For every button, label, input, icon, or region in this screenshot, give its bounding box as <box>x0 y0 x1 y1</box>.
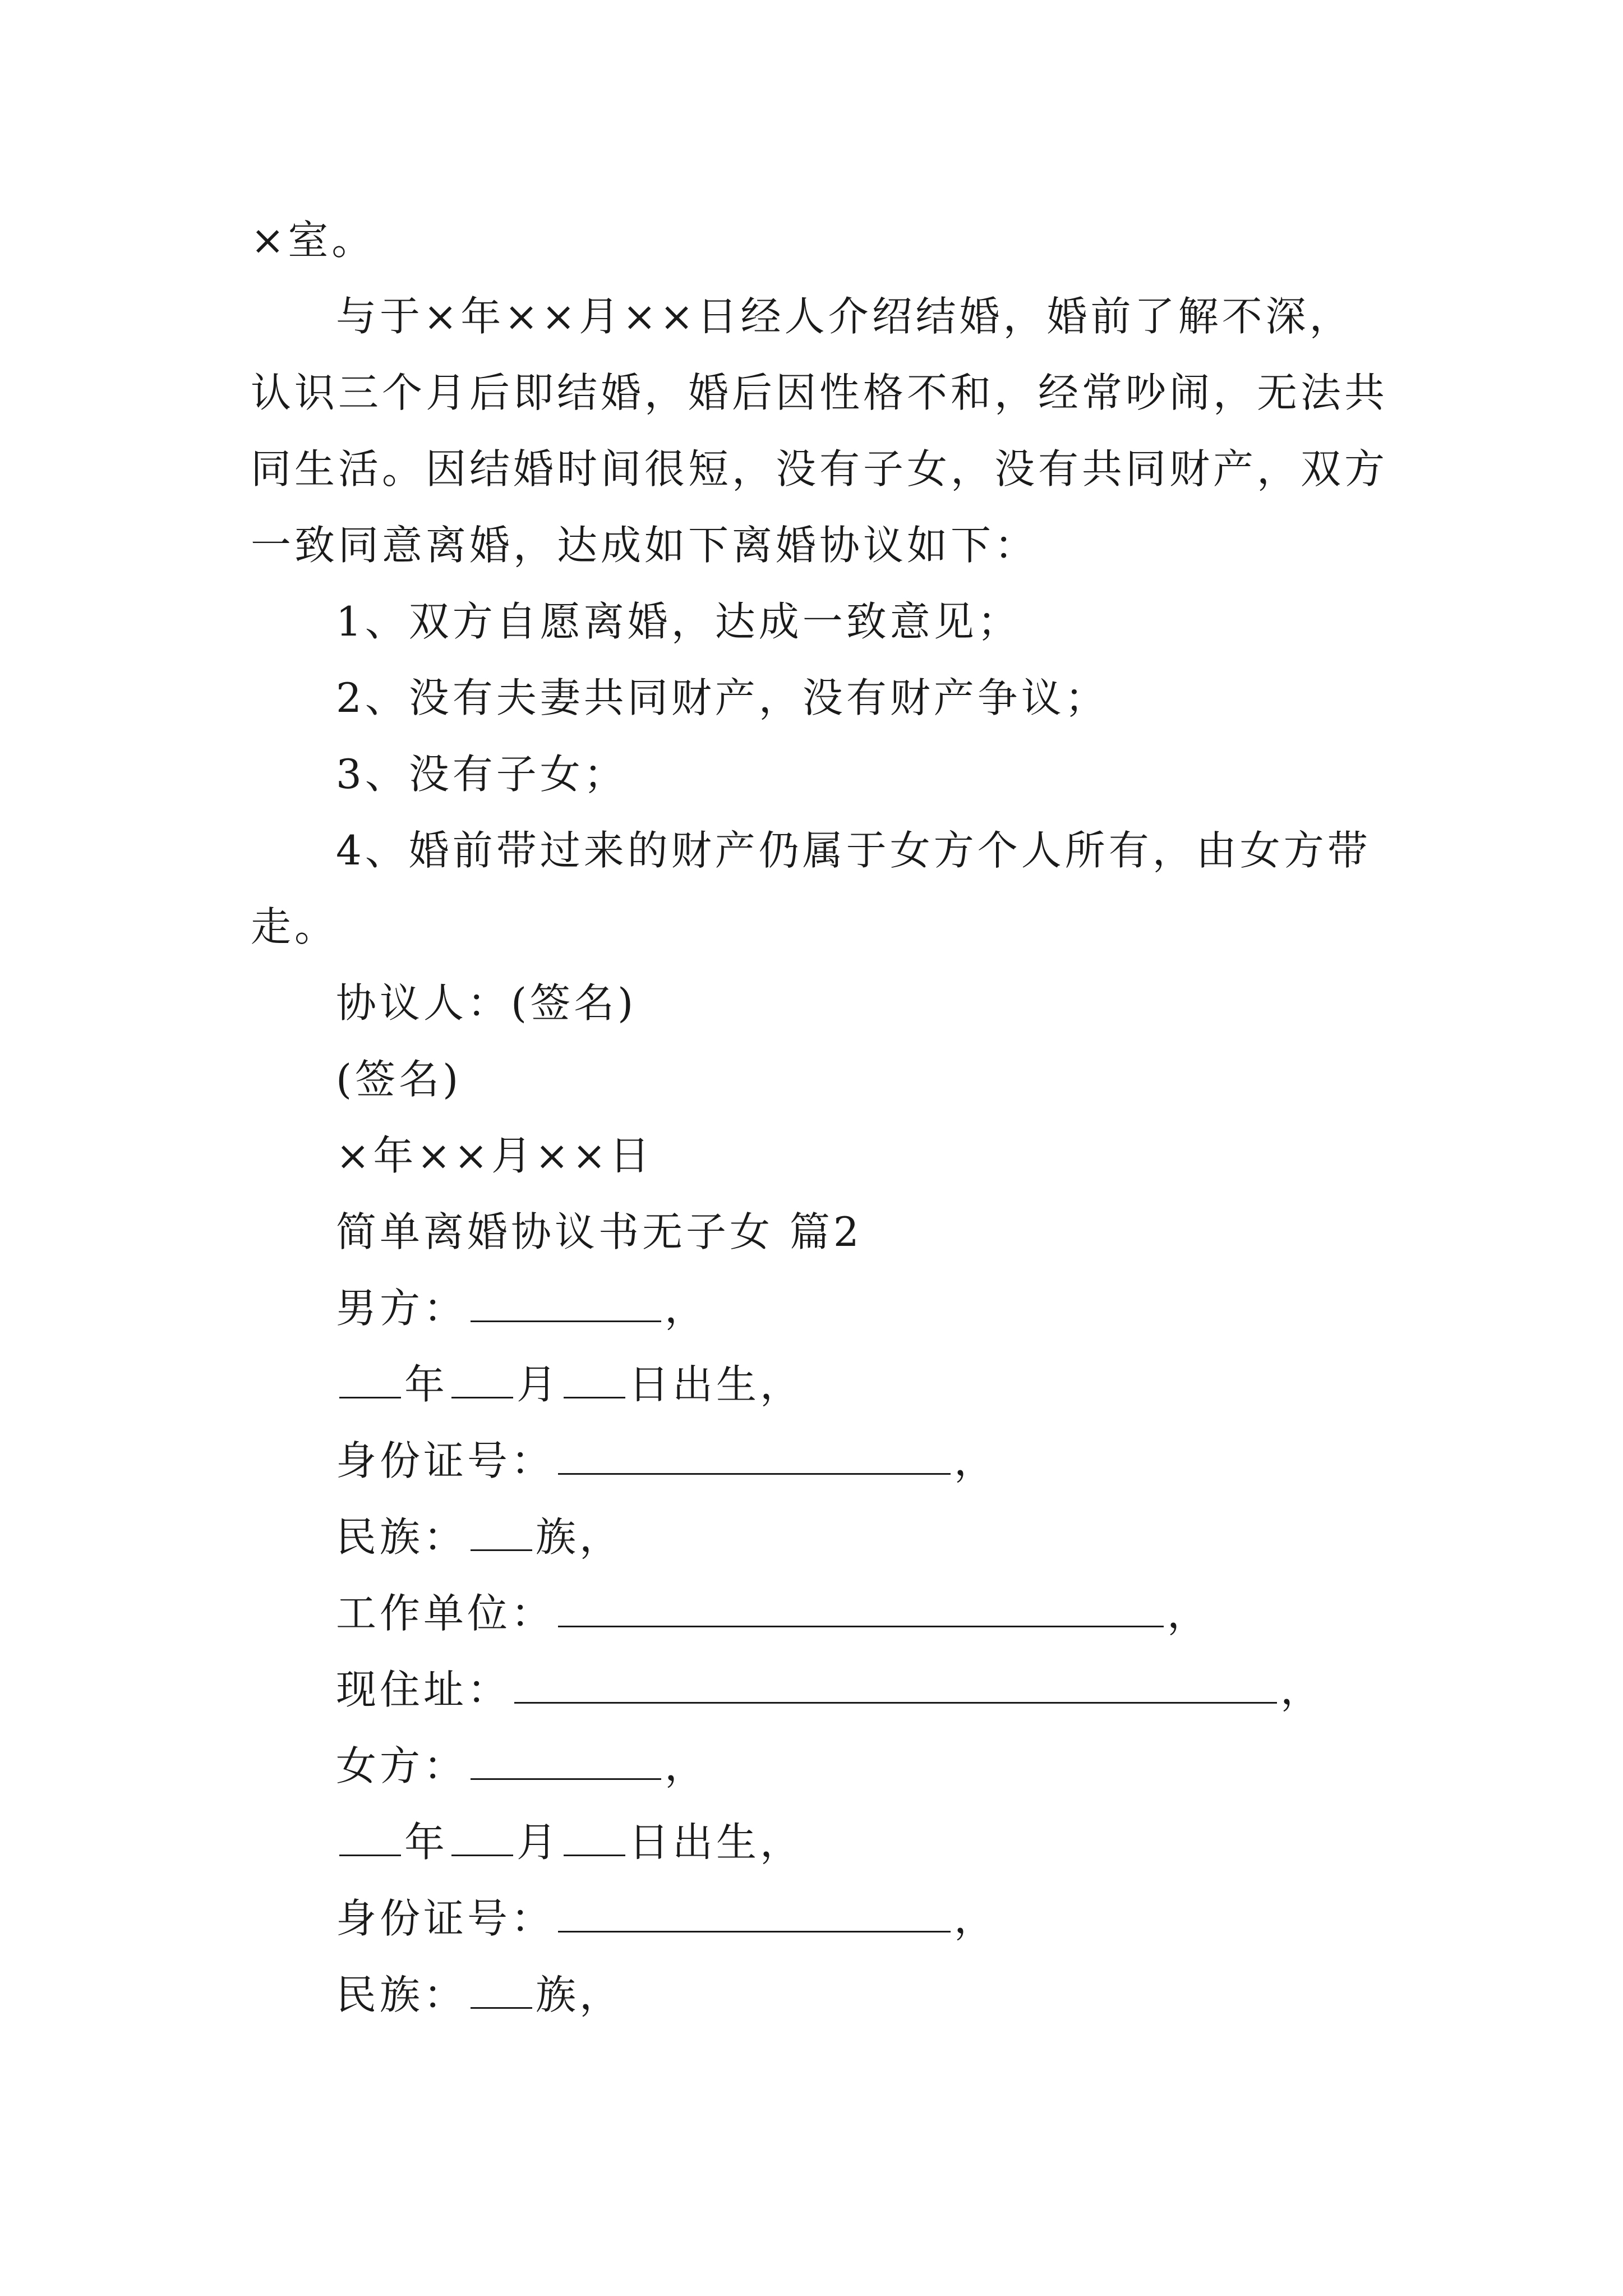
agreement-item-1: 1、双方自愿离婚，达成一致意见； <box>336 598 1021 645</box>
field-suffix: ， <box>1167 1590 1211 1637</box>
male-work-field <box>251 1575 1406 1651</box>
male-name-field <box>251 1270 1406 1346</box>
field-suffix: ， <box>1280 1666 1325 1713</box>
field-label: 民族： <box>336 1971 468 2018</box>
field-label: 工作单位： <box>336 1590 555 1637</box>
agreement-item-2: 2、没有夫妻共同财产，没有财产争议； <box>336 674 1109 721</box>
blank-underline[interactable] <box>451 1363 513 1398</box>
text-line: ×室。 <box>251 217 376 264</box>
field-suffix: 族， <box>536 1971 624 2018</box>
blank-underline[interactable] <box>471 1516 532 1551</box>
male-birth-field <box>251 1346 1406 1423</box>
field-suffix: ， <box>665 1742 709 1789</box>
blank-underline[interactable] <box>558 1439 951 1475</box>
day-label: 日出生， <box>629 1819 804 1866</box>
female-birth-field <box>251 1804 1406 1880</box>
date-line: ×年××月××日 <box>336 1132 653 1179</box>
blank-underline[interactable] <box>558 1592 1164 1627</box>
female-ethnic-field <box>251 1957 1406 2033</box>
female-id-field <box>251 1880 1406 1957</box>
blank-underline[interactable] <box>558 1897 951 1932</box>
signature-line: (签名) <box>336 1056 462 1103</box>
paragraph-line: 一致同意离婚，达成如下离婚协议如下： <box>251 522 1039 569</box>
signatory-line: 协议人：(签名) <box>336 979 637 1027</box>
male-ethnic-field <box>251 1499 1406 1575</box>
blank-underline[interactable] <box>471 1745 661 1780</box>
blank-underline[interactable] <box>564 1363 625 1398</box>
field-suffix: ， <box>954 1437 998 1484</box>
paragraph-line: 与于×年××月××日经人介绍结婚，婚前了解不深， <box>336 293 1353 340</box>
section-title: 简单离婚协议书无子女 篇2 <box>336 1208 863 1255</box>
field-suffix: ， <box>665 1285 709 1332</box>
male-id-field <box>251 1423 1406 1499</box>
field-label: 现住址： <box>336 1666 511 1713</box>
agreement-item-4-cont: 走。 <box>251 903 339 950</box>
blank-underline[interactable] <box>339 1821 401 1856</box>
blank-underline[interactable] <box>451 1821 513 1856</box>
day-label: 日出生， <box>629 1361 804 1408</box>
year-label: 年 <box>404 1361 449 1408</box>
field-label: 身份证号： <box>336 1437 555 1484</box>
month-label: 月 <box>517 1361 561 1408</box>
field-suffix: 族， <box>536 1513 624 1561</box>
blank-underline[interactable] <box>471 1287 661 1322</box>
field-label: 女方： <box>336 1742 468 1789</box>
field-label: 男方： <box>336 1285 468 1332</box>
year-label: 年 <box>404 1819 449 1866</box>
agreement-item-4: 4、婚前带过来的财产仍属于女方个人所有，由女方带 <box>336 827 1371 874</box>
document-body <box>251 202 1406 2033</box>
field-label: 民族： <box>336 1513 468 1561</box>
male-address-field <box>251 1651 1406 1728</box>
paragraph-line: 认识三个月后即结婚，婚后因性格不和，经常吵闹，无法共 <box>251 369 1389 416</box>
blank-underline[interactable] <box>471 1973 532 2009</box>
agreement-item-3: 3、没有子女； <box>336 751 628 798</box>
blank-underline[interactable] <box>514 1668 1277 1704</box>
blank-underline[interactable] <box>564 1821 625 1856</box>
blank-underline[interactable] <box>339 1363 401 1398</box>
female-name-field <box>251 1728 1406 1804</box>
paragraph-line: 同生活。因结婚时间很短，没有子女，没有共同财产，双方 <box>251 445 1389 493</box>
month-label: 月 <box>517 1819 561 1866</box>
field-suffix: ， <box>954 1895 998 1942</box>
field-label: 身份证号： <box>336 1895 555 1942</box>
